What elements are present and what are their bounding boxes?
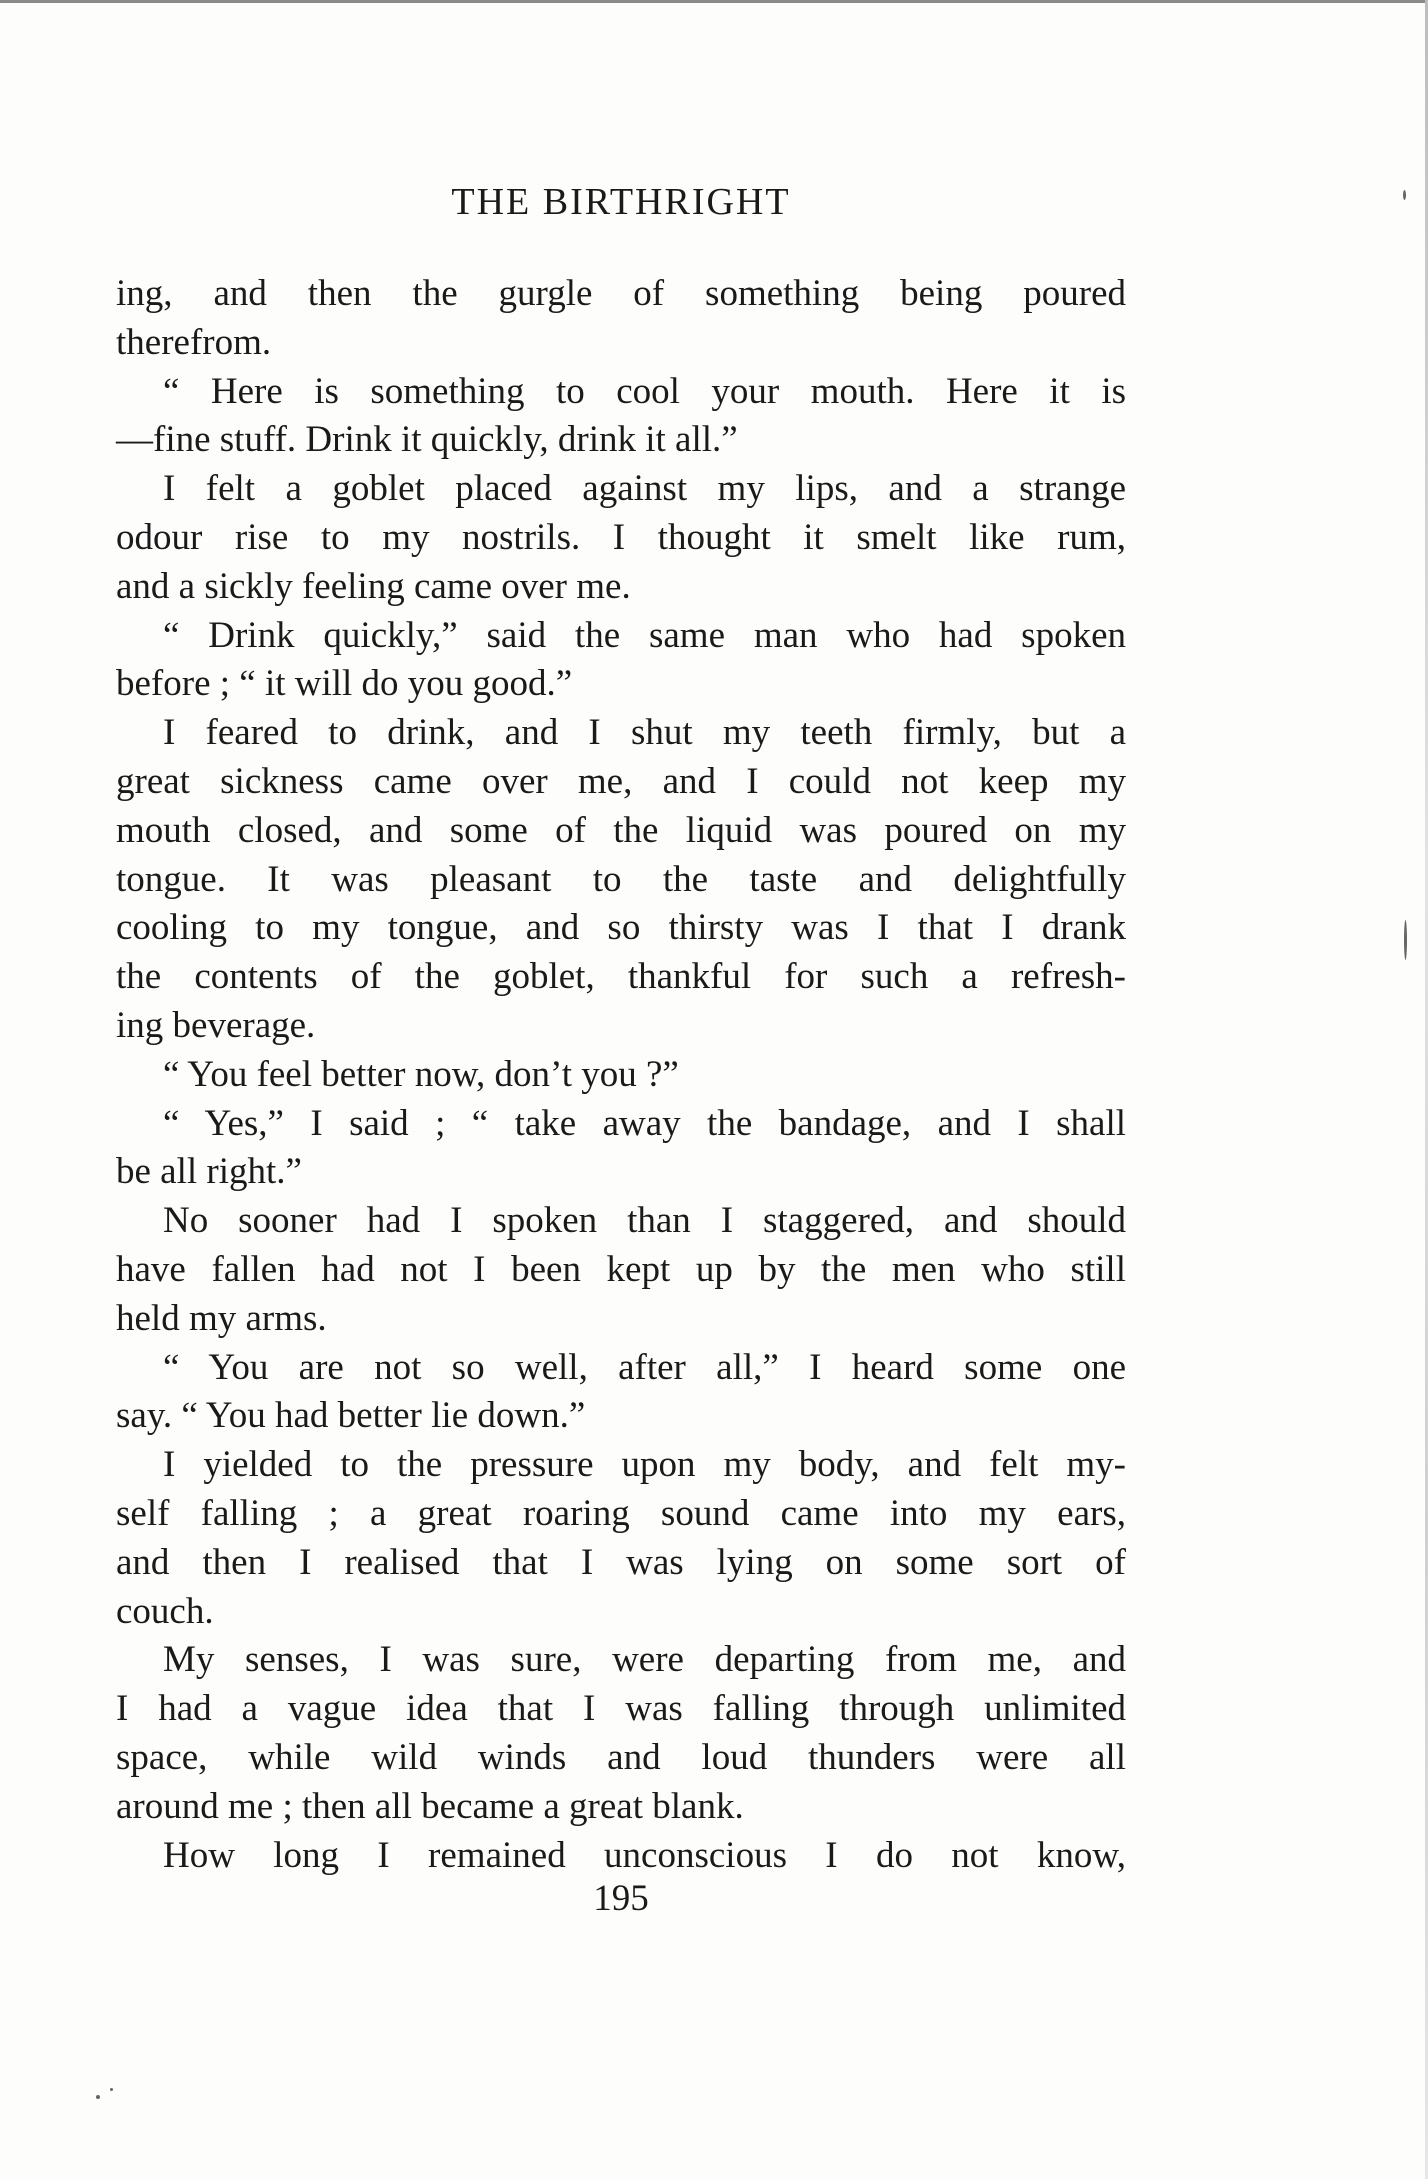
text-line: —fine stuff. Drink it quickly, drink it all.” — [116, 419, 738, 461]
text-line: “ Drink quickly,” said the same man who had spoken — [163, 614, 1126, 656]
text-line: “ Yes,” I said ; “ take away the bandage, and I shall — [163, 1102, 1126, 1144]
text-line: I had a vague idea that I was falling through unlimited — [116, 1688, 1126, 1730]
running-title: THE BIRTHRIGHT — [451, 181, 791, 223]
text-line: and then I realised that I was lying on some sort of — [116, 1541, 1126, 1583]
page-top-edge — [0, 0, 1428, 3]
text-line: I yielded to the pressure upon my body, and felt my- — [163, 1444, 1126, 1486]
text-line: and a sickly feeling came over me. — [116, 565, 631, 607]
text-line: How long I remained unconscious I do not know, — [163, 1834, 1126, 1876]
text-line: couch. — [116, 1590, 214, 1632]
text-line: around me ; then all became a great blank. — [116, 1785, 744, 1827]
text-line: mouth closed, and some of the liquid was poured on my — [116, 809, 1126, 851]
text-line: odour rise to my nostrils. I thought it smelt like rum, — [116, 516, 1126, 558]
text-line: ing, and then the gurgle of something being poured — [116, 273, 1126, 314]
text-line: ing beverage. — [116, 1004, 316, 1046]
text-line: have fallen had not I been kept up by the men who still — [116, 1248, 1126, 1290]
text-line: the contents of the goblet, thankful for such a refresh- — [116, 956, 1126, 998]
text-line: “ You are not so well, after all,” I heard some one — [163, 1346, 1126, 1388]
text-line: great sickness came over me, and I could not keep my — [116, 760, 1126, 802]
text-line: say. “ You had better lie down.” — [116, 1395, 586, 1437]
text-line: self falling ; a great roaring sound came into my ears, — [116, 1492, 1126, 1534]
text-line: held my arms. — [116, 1297, 327, 1339]
text-line: tongue. It was pleasant to the taste and delightfully — [116, 858, 1126, 900]
scan-speck — [96, 2095, 100, 2099]
scan-speck — [110, 2088, 113, 2091]
text-line: My senses, I was sure, were departing from me, and — [163, 1639, 1126, 1681]
scan-speck — [1403, 190, 1406, 200]
body-text — [116, 270, 1126, 1880]
page-number: 195 — [593, 1878, 649, 1919]
text-line: I felt a goblet placed against my lips, and a strange — [163, 468, 1126, 510]
text-line: cooling to my tongue, and so thirsty was I that I drank — [116, 907, 1126, 949]
scan-speck — [1404, 920, 1407, 960]
text-line: No sooner had I spoken than I staggered, and should — [163, 1200, 1126, 1242]
text-line: space, while wild winds and loud thunders were all — [116, 1736, 1126, 1778]
text-line: “ Here is something to cool your mouth. Here it is — [163, 370, 1126, 412]
text-line: therefrom. — [116, 321, 272, 363]
text-line: be all right.” — [116, 1151, 302, 1193]
text-line: I feared to drink, and I shut my teeth firmly, but a — [163, 712, 1126, 754]
text-line: before ; “ it will do you good.” — [116, 663, 573, 705]
text-line: “ You feel better now, don’t you ?” — [163, 1053, 679, 1095]
